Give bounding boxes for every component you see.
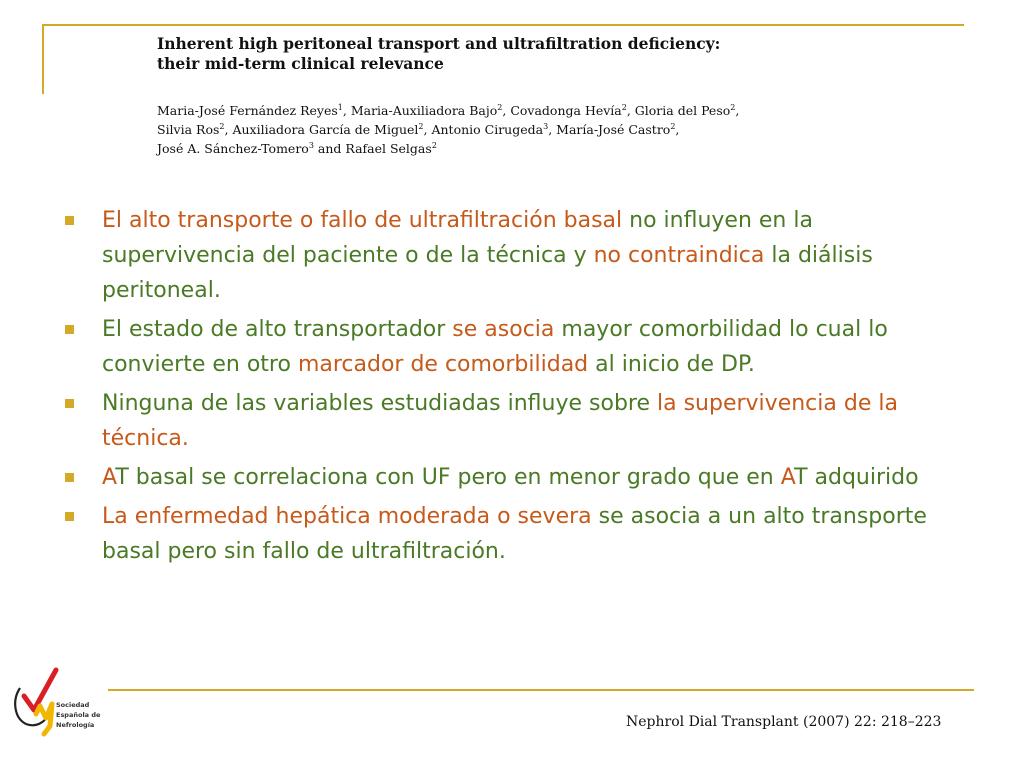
author-affiliation: 2 [431,141,437,151]
bullet-text-highlight: El alto transporte o fallo de ultrafiltración basal [102,208,630,233]
authors-line-2 [157,119,957,138]
paper-authors [157,100,957,157]
bullet-text [621,243,628,268]
author-affiliation: 3 [308,141,314,151]
bullet-text-highlight: La enfermedad hepática moderada o severa [102,504,592,529]
bullet-square-icon [65,325,74,334]
paper-title-line-2: their mid-term clinical relevance [157,54,444,73]
author-affiliation: 2 [621,103,627,112]
bullet-text: mayor comorbilidad lo cual lo convierte en otro [102,317,888,377]
bullet-text-highlight: marcador de comorbilidad [297,352,589,377]
paper-title-line-1: Inherent high peritoneal transport and ultrafiltration deficiency: [157,34,721,53]
author-separator: , [548,122,557,138]
bullet-text-highlight: A [780,465,795,490]
bullet-item [62,386,962,456]
author-separator: and [313,141,346,157]
author-name: Antonio Cirugeda [431,122,544,138]
bullet-text: Ninguna de las variables estudiadas influye sobre [102,391,657,416]
paper-header [157,34,957,157]
author-name: Maria-Auxiliadora Bajo [350,103,498,119]
bullet-item [62,460,962,495]
logo-line-2: Española de [56,711,101,719]
author-separator: , [502,103,511,119]
author-name: Gloria del Peso [634,103,731,119]
bullet-text-highlight: no [593,243,621,268]
header-frame-left-rule [42,24,44,94]
author-affiliation: 2 [670,122,676,132]
footer-rule [108,689,974,691]
bullet-text: no [629,208,657,233]
bullet-text: se asocia a un alto transporte basal pero sin fallo de ultrafiltración. [102,504,927,564]
author-affiliation: 1 [337,103,343,112]
author-separator: , [675,122,680,138]
bullet-text: T adquirido [794,465,919,490]
logo-line-1: Sociedad [56,701,90,709]
author-separator: , [224,122,233,138]
bullet-square-icon [65,216,74,225]
author-affiliation: 2 [497,103,503,112]
bullet-text-highlight: se asocia [452,317,555,342]
citation: Nephrol Dial Transplant (2007) 22: 218–223 [626,714,942,730]
bullet-text-highlight: la supervivencia de la técnica. [102,391,898,451]
author-name: María-José Castro [556,122,671,138]
author-name: Auxiliadora García de Miguel [232,122,419,138]
bullet-list [62,203,962,573]
bullet-square-icon [65,473,74,482]
author-name: Maria-José Fernández Reyes [157,103,338,119]
header-frame-top-rule [42,24,964,26]
bullet-text: T basal se correlaciona con UF pero en menor grado que en [115,465,781,490]
author-affiliation: 3 [543,122,549,132]
bullet-text-highlight: contraindica [628,243,765,268]
author-name: Rafael Selgas [345,141,432,157]
bullet-text: al inicio de DP. [588,352,755,377]
logo-line-3: Nefrología [56,721,95,729]
bullet-square-icon [65,512,74,521]
bullet-square-icon [65,399,74,408]
bullet-text: la diálisis peritoneal. [102,243,873,303]
sen-logo-text [56,700,100,730]
author-separator: , [626,103,635,119]
bullet-text: influyen en la supervivencia del paciente o de la técnica y [102,208,813,268]
author-name: Silvia Ros [157,122,220,138]
bullet-item [62,499,962,569]
author-affiliation: 2 [418,122,424,132]
author-affiliation: 2 [730,103,736,112]
author-name: Covadonga Hevía [510,103,622,119]
bullet-text-highlight: A [102,465,116,490]
authors-line-1 [157,100,957,119]
author-name: José A. Sánchez-Tomero [157,141,309,157]
author-affiliation: 2 [219,122,225,132]
paper-title [157,34,957,74]
authors-line-3 [157,138,957,157]
bullet-item [62,203,962,308]
author-separator: , [735,103,740,119]
author-separator: , [342,103,351,119]
author-separator: , [423,122,432,138]
bullet-item [62,312,962,382]
bullet-text: El estado de alto transportador [102,317,453,342]
